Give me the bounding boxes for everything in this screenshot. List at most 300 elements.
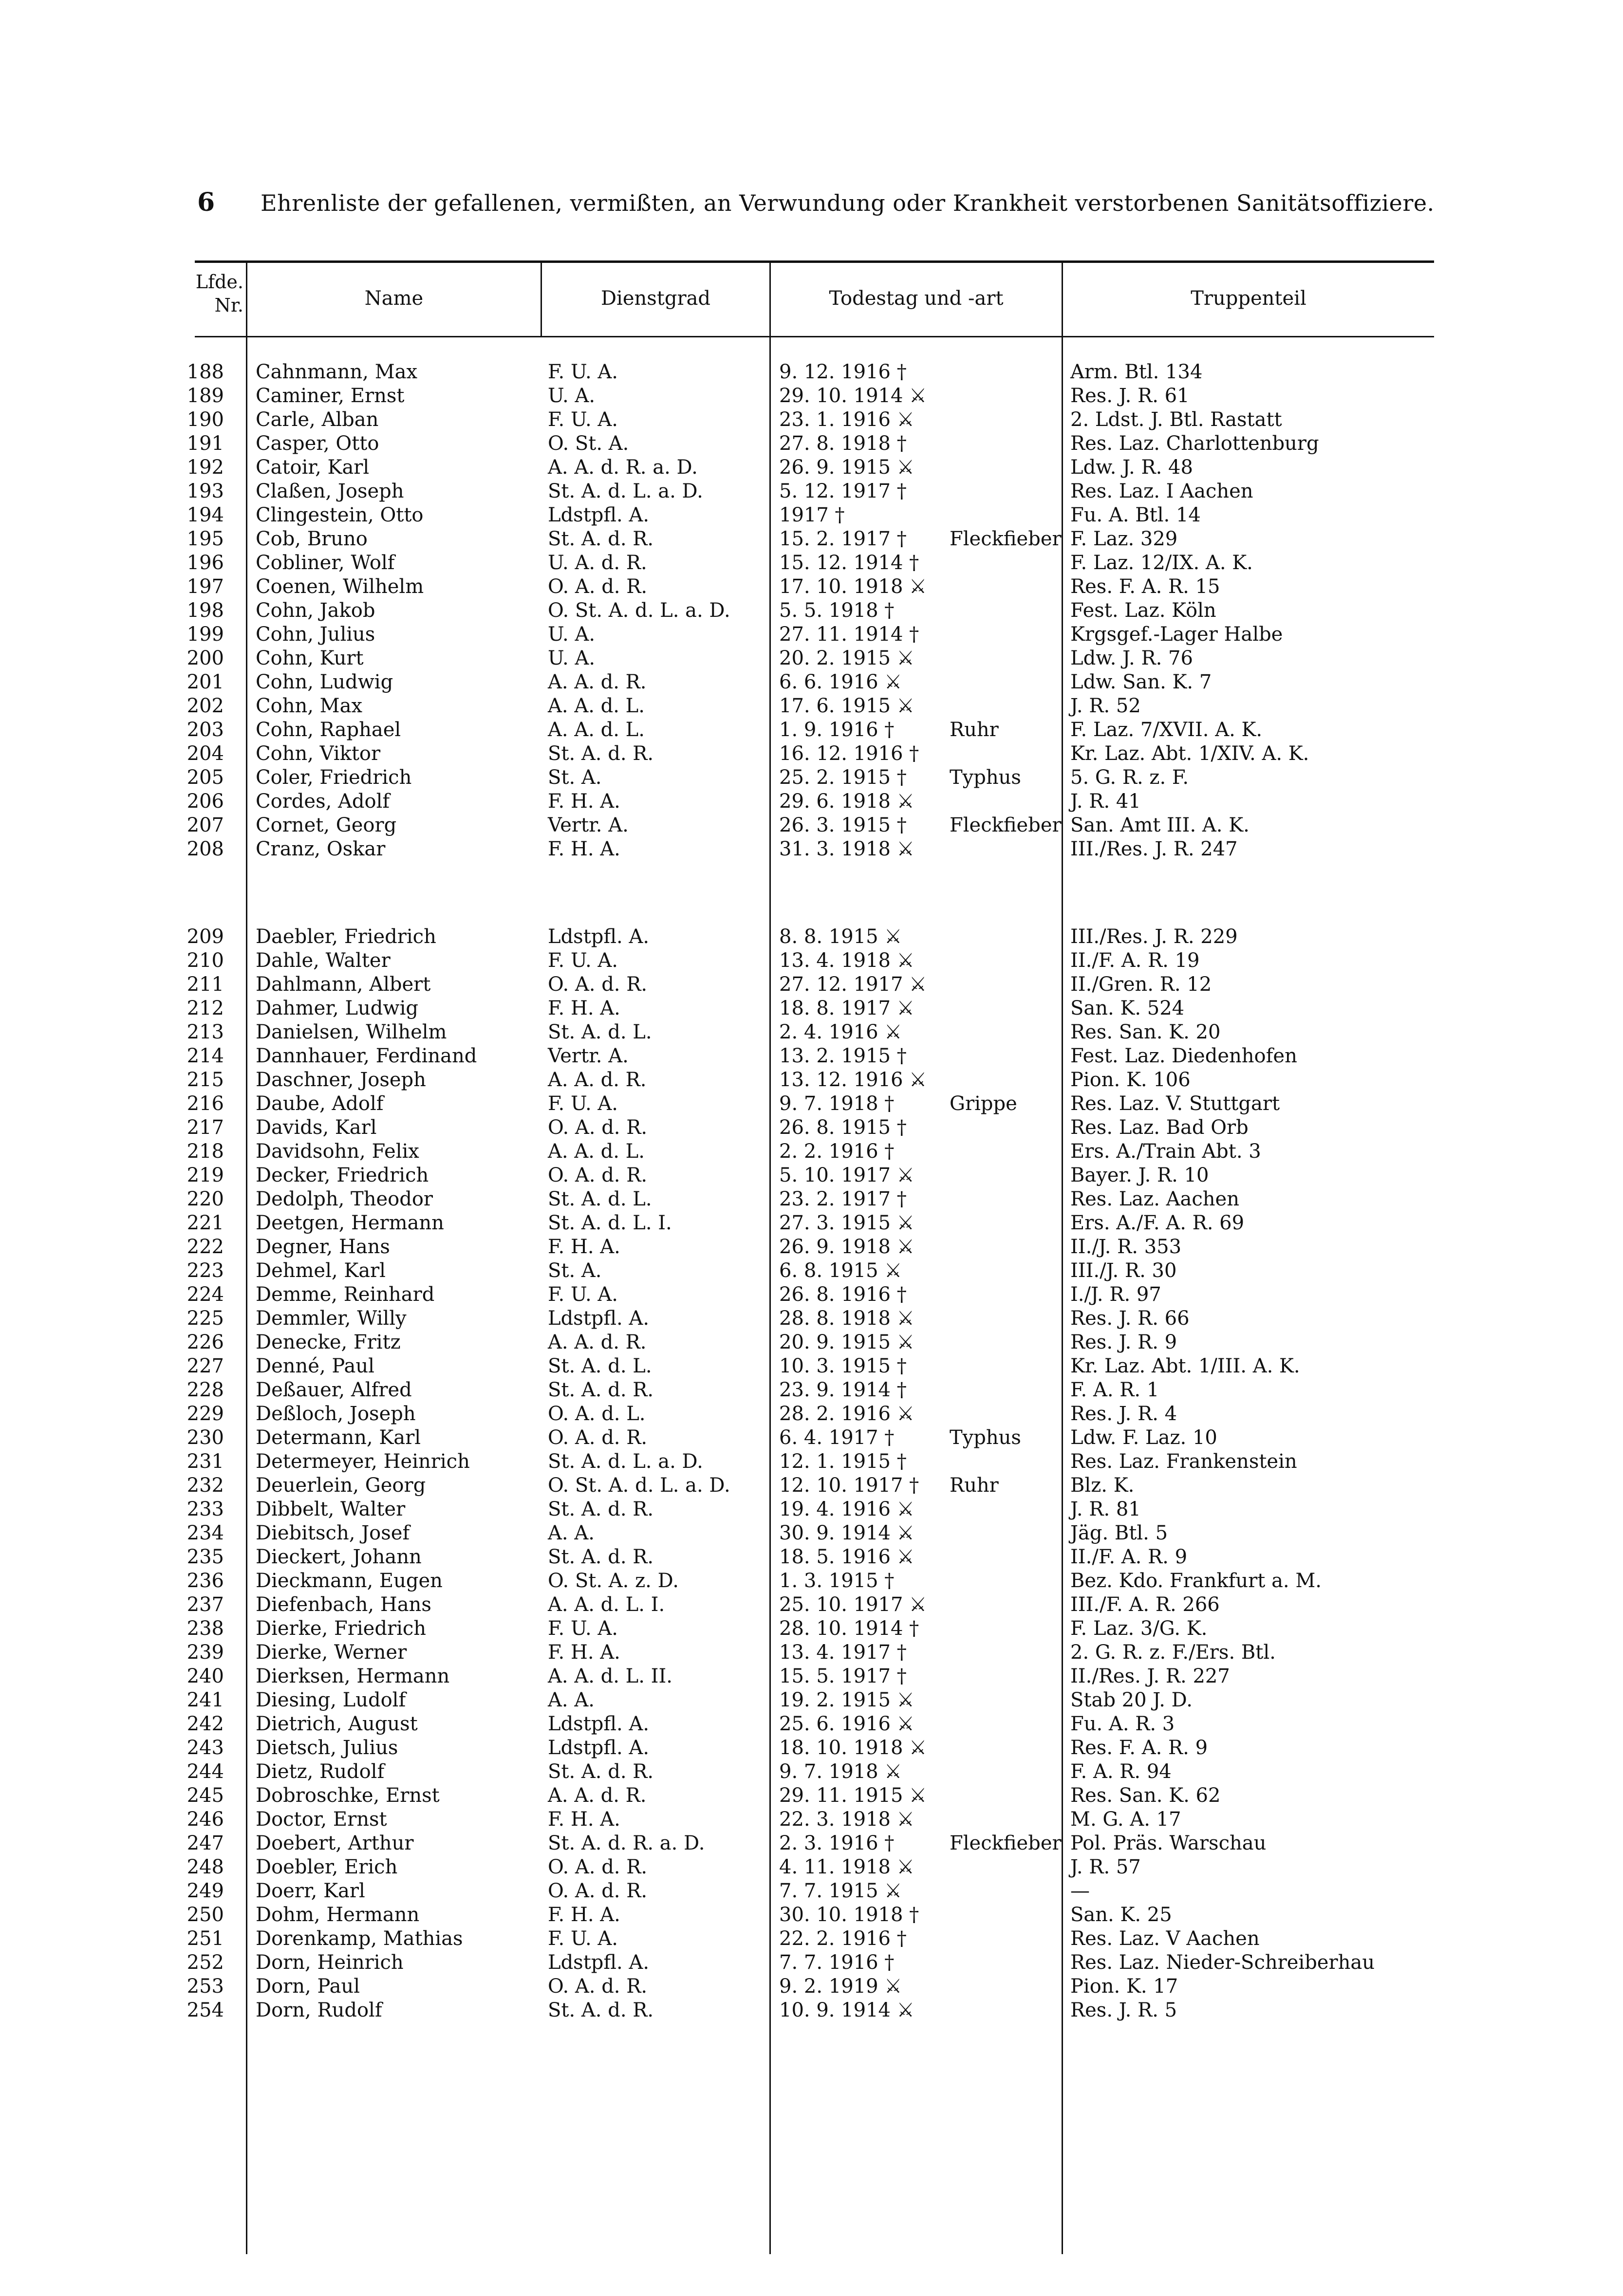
entry-death-date: 15. 12. 1914 † <box>779 552 919 574</box>
entry-unit: Ldw. F. Laz. 10 <box>1070 1426 1217 1449</box>
entry-name: Cohn, Ludwig <box>256 671 393 693</box>
entry-name: Cob, Bruno <box>256 528 368 550</box>
entry-rank: A. A. d. L. <box>548 719 645 741</box>
entry-rank: Ldstpfl. A. <box>548 1307 650 1330</box>
entry-rank: O. St. A. z. D. <box>548 1570 679 1592</box>
entry-death-date: 5. 10. 1917 ⚔ <box>779 1164 914 1186</box>
entry-name: Cranz, Oskar <box>256 838 386 860</box>
entry-number: 250 <box>187 1904 224 1926</box>
entry-death-cause: Typhus <box>950 766 1021 789</box>
entry-rank: St. A. d. R. <box>548 1498 654 1520</box>
column-header-unit: Truppenteil <box>1191 287 1306 310</box>
entry-name: Doctor, Ernst <box>256 1808 387 1831</box>
entry-name: Casper, Otto <box>256 432 379 455</box>
entry-name: Dietrich, August <box>256 1713 418 1735</box>
entry-name: Dieckmann, Eugen <box>256 1570 443 1592</box>
entry-rank: St. A. d. L. I. <box>548 1212 672 1234</box>
entry-name: Dieckert, Johann <box>256 1546 422 1568</box>
entry-unit: M. G. A. 17 <box>1070 1808 1181 1831</box>
entry-death-date: 27. 11. 1914 † <box>779 623 919 646</box>
entry-number: 248 <box>187 1856 224 1878</box>
entry-death-date: 28. 10. 1914 † <box>779 1617 919 1640</box>
entry-number: 246 <box>187 1808 224 1831</box>
entry-rank: O. A. d. R. <box>548 1856 648 1878</box>
entry-name: Davidsohn, Felix <box>256 1140 419 1163</box>
entry-rank: F. H. A. <box>548 1236 620 1258</box>
entry-unit: Res. J. R. 9 <box>1070 1331 1177 1353</box>
entry-death-date: 23. 2. 1917 † <box>779 1188 907 1210</box>
entry-number: 232 <box>187 1474 224 1497</box>
entry-unit: I./J. R. 97 <box>1070 1283 1161 1306</box>
entry-unit: F. Laz. 12/IX. A. K. <box>1070 552 1253 574</box>
entry-number: 225 <box>187 1307 224 1330</box>
entry-rank: U. A. <box>548 623 596 646</box>
entry-unit: Ldw. San. K. 7 <box>1070 671 1212 693</box>
entry-name: Doebert, Arthur <box>256 1832 414 1854</box>
entry-unit: Pion. K. 106 <box>1070 1069 1191 1091</box>
entry-rank: A. A. d. R. a. D. <box>548 456 698 479</box>
entry-name: Cornet, Georg <box>256 814 397 836</box>
entry-unit: Res. F. A. R. 15 <box>1070 575 1220 598</box>
entry-number: 218 <box>187 1140 224 1163</box>
entry-rank: F. U. A. <box>548 1927 618 1950</box>
entry-number: 236 <box>187 1570 224 1592</box>
entry-number: 203 <box>187 719 224 741</box>
entry-rank: F. H. A. <box>548 838 620 860</box>
entry-rank: F. U. A. <box>548 1092 618 1115</box>
entry-number: 199 <box>187 623 224 646</box>
entry-name: Clingestein, Otto <box>256 504 424 526</box>
entry-number: 209 <box>187 926 224 948</box>
entry-unit: Ldw. J. R. 48 <box>1070 456 1193 479</box>
entry-rank: A. A. d. L. II. <box>548 1665 672 1687</box>
entry-number: 230 <box>187 1426 224 1449</box>
entry-number: 231 <box>187 1450 224 1473</box>
column-divider <box>246 263 247 2254</box>
entry-unit: Res. San. K. 62 <box>1070 1784 1221 1807</box>
entry-death-date: 22. 2. 1916 † <box>779 1927 907 1950</box>
entry-death-date: 9. 12. 1916 † <box>779 361 907 383</box>
entry-name: Deuerlein, Georg <box>256 1474 426 1497</box>
entry-unit: J. R. 52 <box>1070 695 1141 717</box>
entry-death-cause: Ruhr <box>950 719 999 741</box>
entry-unit: 2. Ldst. J. Btl. Rastatt <box>1070 408 1282 431</box>
entry-name: Doerr, Karl <box>256 1880 365 1902</box>
entry-unit: San. K. 524 <box>1070 997 1185 1019</box>
entry-name: Dierke, Werner <box>256 1641 407 1664</box>
entry-name: Dierke, Friedrich <box>256 1617 427 1640</box>
entry-rank: St. A. d. R. <box>548 742 654 765</box>
entry-unit: J. R. 81 <box>1070 1498 1141 1520</box>
entry-number: 254 <box>187 1999 224 2021</box>
entry-name: Dorn, Heinrich <box>256 1951 404 1974</box>
entry-death-date: 2. 3. 1916 † <box>779 1832 895 1854</box>
entry-number: 200 <box>187 647 224 669</box>
entry-unit: F. A. R. 1 <box>1070 1379 1159 1401</box>
entry-name: Daschner, Joseph <box>256 1069 426 1091</box>
entry-unit: II./F. A. R. 9 <box>1070 1546 1188 1568</box>
entry-name: Dohm, Hermann <box>256 1904 420 1926</box>
entry-name: Demmler, Willy <box>256 1307 407 1330</box>
entry-name: Danielsen, Wilhelm <box>256 1021 447 1043</box>
entry-rank: O. A. d. L. <box>548 1403 646 1425</box>
entry-name: Catoir, Karl <box>256 456 370 479</box>
entry-death-date: 26. 9. 1915 ⚔ <box>779 456 914 479</box>
entry-unit: Res. J. R. 66 <box>1070 1307 1190 1330</box>
entry-unit: Res. Laz. V Aachen <box>1070 1927 1260 1950</box>
entry-rank: A. A. <box>548 1522 595 1544</box>
entry-unit: Res. Laz. Nieder-Schreiberhau <box>1070 1951 1375 1974</box>
entry-name: Daebler, Friedrich <box>256 926 436 948</box>
entry-rank: St. A. d. L. a. D. <box>548 1450 703 1473</box>
entry-name: Dibbelt, Walter <box>256 1498 406 1520</box>
entry-name: Dedolph, Theodor <box>256 1188 433 1210</box>
entry-death-date: 26. 8. 1916 † <box>779 1283 907 1306</box>
entry-death-date: 29. 6. 1918 ⚔ <box>779 790 914 813</box>
entry-death-date: 27. 3. 1915 ⚔ <box>779 1212 914 1234</box>
entry-name: Doebler, Erich <box>256 1856 398 1878</box>
entry-name: Cohn, Viktor <box>256 742 381 765</box>
entry-unit: Ers. A./Train Abt. 3 <box>1070 1140 1261 1163</box>
entry-unit: F. Laz. 3/G. K. <box>1070 1617 1208 1640</box>
entry-rank: F. U. A. <box>548 361 618 383</box>
entry-unit: Res. San. K. 20 <box>1070 1021 1221 1043</box>
entry-rank: St. A. d. R. a. D. <box>548 1832 705 1854</box>
entry-unit: Res. Laz. Bad Orb <box>1070 1116 1249 1139</box>
entry-death-cause: Fleckfieber <box>950 528 1062 550</box>
entry-number: 207 <box>187 814 224 836</box>
entry-unit: — <box>1070 1880 1090 1902</box>
entry-number: 251 <box>187 1927 224 1950</box>
entry-number: 189 <box>187 385 224 407</box>
entry-rank: St. A. d. L. a. D. <box>548 480 703 502</box>
entry-number: 204 <box>187 742 224 765</box>
entry-death-date: 20. 2. 1915 ⚔ <box>779 647 914 669</box>
entry-name: Dorn, Paul <box>256 1975 360 1998</box>
entry-death-date: 5. 12. 1917 † <box>779 480 907 502</box>
entry-rank: A. A. d. R. <box>548 671 647 693</box>
entry-unit: Blz. K. <box>1070 1474 1135 1497</box>
entry-number: 245 <box>187 1784 224 1807</box>
entry-death-date: 26. 9. 1918 ⚔ <box>779 1236 914 1258</box>
entry-rank: St. A. d. L. <box>548 1355 652 1377</box>
entry-unit: Fu. A. Btl. 14 <box>1070 504 1201 526</box>
entry-death-date: 13. 4. 1917 † <box>779 1641 907 1664</box>
column-divider <box>1062 263 1063 2254</box>
entry-death-date: 15. 2. 1917 † <box>779 528 907 550</box>
entry-unit: Stab 20 J. D. <box>1070 1689 1193 1711</box>
entry-number: 228 <box>187 1379 224 1401</box>
entry-unit: II./J. R. 353 <box>1070 1236 1182 1258</box>
entry-unit: III./Res. J. R. 247 <box>1070 838 1238 860</box>
entry-number: 242 <box>187 1713 224 1735</box>
entry-rank: St. A. d. R. <box>548 1379 654 1401</box>
entry-name: Dietsch, Julius <box>256 1737 398 1759</box>
entry-name: Diefenbach, Hans <box>256 1593 431 1616</box>
entry-name: Diebitsch, Josef <box>256 1522 410 1544</box>
entry-rank: Ldstpfl. A. <box>548 1951 650 1974</box>
entry-death-date: 20. 9. 1915 ⚔ <box>779 1331 914 1353</box>
entry-number: 226 <box>187 1331 224 1353</box>
entry-rank: A. A. d. L. I. <box>548 1593 665 1616</box>
entry-unit: Kr. Laz. Abt. 1/XIV. A. K. <box>1070 742 1309 765</box>
entry-number: 192 <box>187 456 224 479</box>
entry-number: 214 <box>187 1045 224 1067</box>
entry-name: Determeyer, Heinrich <box>256 1450 470 1473</box>
entry-unit: 5. G. R. z. F. <box>1070 766 1189 789</box>
entry-unit: San. K. 25 <box>1070 1904 1172 1926</box>
entry-death-date: 18. 10. 1918 ⚔ <box>779 1737 927 1759</box>
entry-rank: F. U. A. <box>548 1617 618 1640</box>
entry-rank: A. A. <box>548 1689 595 1711</box>
entry-unit: F. Laz. 329 <box>1070 528 1178 550</box>
entry-number: 198 <box>187 599 224 622</box>
entry-rank: O. St. A. <box>548 432 629 455</box>
table-header-rule <box>195 336 1434 337</box>
entry-death-date: 2. 2. 1916 † <box>779 1140 895 1163</box>
entry-rank: Ldstpfl. A. <box>548 1737 650 1759</box>
entry-death-date: 1. 3. 1915 † <box>779 1570 895 1592</box>
entry-death-date: 9. 7. 1918 ⚔ <box>779 1760 902 1783</box>
entry-rank: U. A. d. R. <box>548 552 647 574</box>
entry-rank: St. A. d. R. <box>548 1999 654 2021</box>
entry-unit: J. R. 41 <box>1070 790 1141 813</box>
entry-unit: Res. J. R. 61 <box>1070 385 1190 407</box>
entry-name: Coler, Friedrich <box>256 766 412 789</box>
entry-name: Daube, Adolf <box>256 1092 384 1115</box>
entry-number: 208 <box>187 838 224 860</box>
entry-number: 222 <box>187 1236 224 1258</box>
entry-unit: III./F. A. R. 266 <box>1070 1593 1220 1616</box>
entry-number: 201 <box>187 671 224 693</box>
entry-death-date: 19. 2. 1915 ⚔ <box>779 1689 914 1711</box>
entry-death-date: 25. 10. 1917 ⚔ <box>779 1593 927 1616</box>
entry-death-date: 1917 † <box>779 504 845 526</box>
entry-unit: Pion. K. 17 <box>1070 1975 1178 1998</box>
entry-number: 197 <box>187 575 224 598</box>
entry-name: Cohn, Raphael <box>256 719 401 741</box>
entry-death-date: 29. 11. 1915 ⚔ <box>779 1784 927 1807</box>
entry-rank: O. St. A. d. L. a. D. <box>548 599 730 622</box>
entry-number: 221 <box>187 1212 224 1234</box>
entry-rank: F. U. A. <box>548 408 618 431</box>
entry-death-date: 13. 12. 1916 ⚔ <box>779 1069 927 1091</box>
entry-rank: Ldstpfl. A. <box>548 1713 650 1735</box>
entry-unit: Res. Laz. V. Stuttgart <box>1070 1092 1280 1115</box>
entry-name: Dehmel, Karl <box>256 1259 386 1282</box>
entry-unit: Pol. Präs. Warschau <box>1070 1832 1267 1854</box>
entry-rank: O. A. d. R. <box>548 1426 648 1449</box>
entry-rank: St. A. <box>548 766 602 789</box>
entry-death-date: 7. 7. 1915 ⚔ <box>779 1880 902 1902</box>
entry-rank: F. H. A. <box>548 1808 620 1831</box>
entry-number: 239 <box>187 1641 224 1664</box>
entry-name: Dannhauer, Ferdinand <box>256 1045 477 1067</box>
entry-number: 252 <box>187 1951 224 1974</box>
entry-unit: II./Res. J. R. 227 <box>1070 1665 1230 1687</box>
entry-number: 243 <box>187 1737 224 1759</box>
entry-number: 233 <box>187 1498 224 1520</box>
entry-rank: Vertr. A. <box>548 1045 629 1067</box>
entry-number: 205 <box>187 766 224 789</box>
entry-death-date: 12. 10. 1917 † <box>779 1474 919 1497</box>
entry-name: Cohn, Kurt <box>256 647 364 669</box>
page-number: 6 <box>197 187 215 217</box>
entry-name: Decker, Friedrich <box>256 1164 429 1186</box>
entry-number: 234 <box>187 1522 224 1544</box>
entry-rank: O. A. d. R. <box>548 1880 648 1902</box>
entry-rank: O. A. d. R. <box>548 1116 648 1139</box>
entry-name: Denecke, Fritz <box>256 1331 401 1353</box>
column-header-nr <box>195 270 243 317</box>
entry-unit: Ldw. J. R. 76 <box>1070 647 1193 669</box>
entry-death-date: 6. 8. 1915 ⚔ <box>779 1259 902 1282</box>
entry-death-date: 17. 10. 1918 ⚔ <box>779 575 927 598</box>
entry-number: 240 <box>187 1665 224 1687</box>
entry-name: Cordes, Adolf <box>256 790 390 813</box>
entry-name: Deßloch, Joseph <box>256 1403 416 1425</box>
entry-number: 213 <box>187 1021 224 1043</box>
entry-unit: Res. J. R. 5 <box>1070 1999 1177 2021</box>
entry-number: 227 <box>187 1355 224 1377</box>
entry-death-date: 26. 3. 1915 † <box>779 814 907 836</box>
entry-name: Cobliner, Wolf <box>256 552 395 574</box>
entry-number: 202 <box>187 695 224 717</box>
entry-number: 190 <box>187 408 224 431</box>
entry-death-date: 27. 12. 1917 ⚔ <box>779 973 927 996</box>
entry-rank: St. A. d. R. <box>548 528 654 550</box>
entry-name: Denné, Paul <box>256 1355 374 1377</box>
entry-rank: A. A. d. R. <box>548 1331 647 1353</box>
entry-number: 249 <box>187 1880 224 1902</box>
entry-death-date: 29. 10. 1914 ⚔ <box>779 385 927 407</box>
entry-rank: U. A. <box>548 647 596 669</box>
entry-name: Cohn, Jakob <box>256 599 375 622</box>
entry-rank: F. H. A. <box>548 790 620 813</box>
entry-number: 247 <box>187 1832 224 1854</box>
entry-death-cause: Fleckfieber <box>950 1832 1062 1854</box>
entry-death-date: 6. 4. 1917 † <box>779 1426 895 1449</box>
entry-name: Cahnmann, Max <box>256 361 418 383</box>
entry-name: Claßen, Joseph <box>256 480 404 502</box>
entry-number: 253 <box>187 1975 224 1998</box>
column-header-name: Name <box>364 287 424 310</box>
entry-rank: St. A. d. L. <box>548 1021 652 1043</box>
entry-death-date: 18. 8. 1917 ⚔ <box>779 997 914 1019</box>
entry-death-date: 8. 8. 1915 ⚔ <box>779 926 902 948</box>
entry-name: Degner, Hans <box>256 1236 390 1258</box>
entry-number: 215 <box>187 1069 224 1091</box>
entry-rank: F. U. A. <box>548 1283 618 1306</box>
entry-unit: Res. Laz. Charlottenburg <box>1070 432 1319 455</box>
entry-rank: A. A. d. R. <box>548 1069 647 1091</box>
entry-death-cause: Typhus <box>950 1426 1021 1449</box>
entry-unit: Res. Laz. Frankenstein <box>1070 1450 1297 1473</box>
entry-unit: Res. J. R. 4 <box>1070 1403 1177 1425</box>
entry-name: Demme, Reinhard <box>256 1283 435 1306</box>
entry-death-date: 28. 2. 1916 ⚔ <box>779 1403 914 1425</box>
entry-death-cause: Ruhr <box>950 1474 999 1497</box>
entry-number: 191 <box>187 432 224 455</box>
entry-death-date: 22. 3. 1918 ⚔ <box>779 1808 914 1831</box>
entry-death-date: 9. 7. 1918 † <box>779 1092 895 1115</box>
entry-number: 216 <box>187 1092 224 1115</box>
entry-name: Coenen, Wilhelm <box>256 575 424 598</box>
entry-rank: A. A. d. L. <box>548 695 645 717</box>
entry-death-date: 12. 1. 1915 † <box>779 1450 907 1473</box>
entry-death-date: 15. 5. 1917 † <box>779 1665 907 1687</box>
entry-number: 195 <box>187 528 224 550</box>
entry-number: 237 <box>187 1593 224 1616</box>
entry-unit: Kr. Laz. Abt. 1/III. A. K. <box>1070 1355 1300 1377</box>
entry-unit: Krgsgef.-Lager Halbe <box>1070 623 1283 646</box>
entry-name: Davids, Karl <box>256 1116 377 1139</box>
entry-number: 223 <box>187 1259 224 1282</box>
entry-number: 244 <box>187 1760 224 1783</box>
entry-death-date: 30. 9. 1914 ⚔ <box>779 1522 914 1544</box>
entry-name: Deetgen, Hermann <box>256 1212 444 1234</box>
entry-rank: F. H. A. <box>548 1904 620 1926</box>
entry-rank: F. H. A. <box>548 1641 620 1664</box>
column-header-rank: Dienstgrad <box>600 287 711 310</box>
entry-number: 241 <box>187 1689 224 1711</box>
entry-number: 193 <box>187 480 224 502</box>
entry-death-date: 16. 12. 1916 † <box>779 742 919 765</box>
entry-number: 219 <box>187 1164 224 1186</box>
entry-rank: St. A. d. R. <box>548 1546 654 1568</box>
entry-unit: Ers. A./F. A. R. 69 <box>1070 1212 1245 1234</box>
entry-rank: St. A. <box>548 1259 602 1282</box>
entry-death-date: 19. 4. 1916 ⚔ <box>779 1498 914 1520</box>
entry-death-date: 17. 6. 1915 ⚔ <box>779 695 914 717</box>
entry-death-date: 10. 9. 1914 ⚔ <box>779 1999 914 2021</box>
entry-name: Deßauer, Alfred <box>256 1379 412 1401</box>
column-header-nr-line2: Nr. <box>214 295 243 316</box>
entry-death-date: 31. 3. 1918 ⚔ <box>779 838 914 860</box>
entry-rank: F. U. A. <box>548 949 618 972</box>
entry-unit: Fest. Laz. Köln <box>1070 599 1216 622</box>
entry-name: Caminer, Ernst <box>256 385 405 407</box>
entry-rank: St. A. d. L. <box>548 1188 652 1210</box>
entry-unit: Fest. Laz. Diedenhofen <box>1070 1045 1297 1067</box>
column-header-nr-line1: Lfde. <box>195 271 243 293</box>
entry-rank: O. A. d. R. <box>548 1975 648 1998</box>
entry-unit: III./J. R. 30 <box>1070 1259 1177 1282</box>
entry-death-date: 18. 5. 1916 ⚔ <box>779 1546 914 1568</box>
entry-death-cause: Grippe <box>950 1092 1017 1115</box>
entry-rank: Ldstpfl. A. <box>548 926 650 948</box>
entry-death-date: 5. 5. 1918 † <box>779 599 895 622</box>
entry-number: 229 <box>187 1403 224 1425</box>
entry-unit: Bayer. J. R. 10 <box>1070 1164 1209 1186</box>
entry-unit: II./Gren. R. 12 <box>1070 973 1212 996</box>
entry-name: Dietz, Rudolf <box>256 1760 385 1783</box>
entry-number: 206 <box>187 790 224 813</box>
entry-unit: Res. Laz. I Aachen <box>1070 480 1253 502</box>
entry-rank: O. St. A. d. L. a. D. <box>548 1474 730 1497</box>
entry-number: 211 <box>187 973 224 996</box>
entry-number: 217 <box>187 1116 224 1139</box>
table-top-rule <box>195 260 1434 263</box>
entry-number: 196 <box>187 552 224 574</box>
entry-death-date: 7. 7. 1916 † <box>779 1951 895 1974</box>
entry-unit: J. R. 57 <box>1070 1856 1141 1878</box>
entry-rank: Ldstpfl. A. <box>548 504 650 526</box>
entry-death-date: 23. 1. 1916 ⚔ <box>779 408 914 431</box>
column-divider <box>769 263 771 2254</box>
entry-rank: A. A. d. L. <box>548 1140 645 1163</box>
entry-unit: F. Laz. 7/XVII. A. K. <box>1070 719 1263 741</box>
